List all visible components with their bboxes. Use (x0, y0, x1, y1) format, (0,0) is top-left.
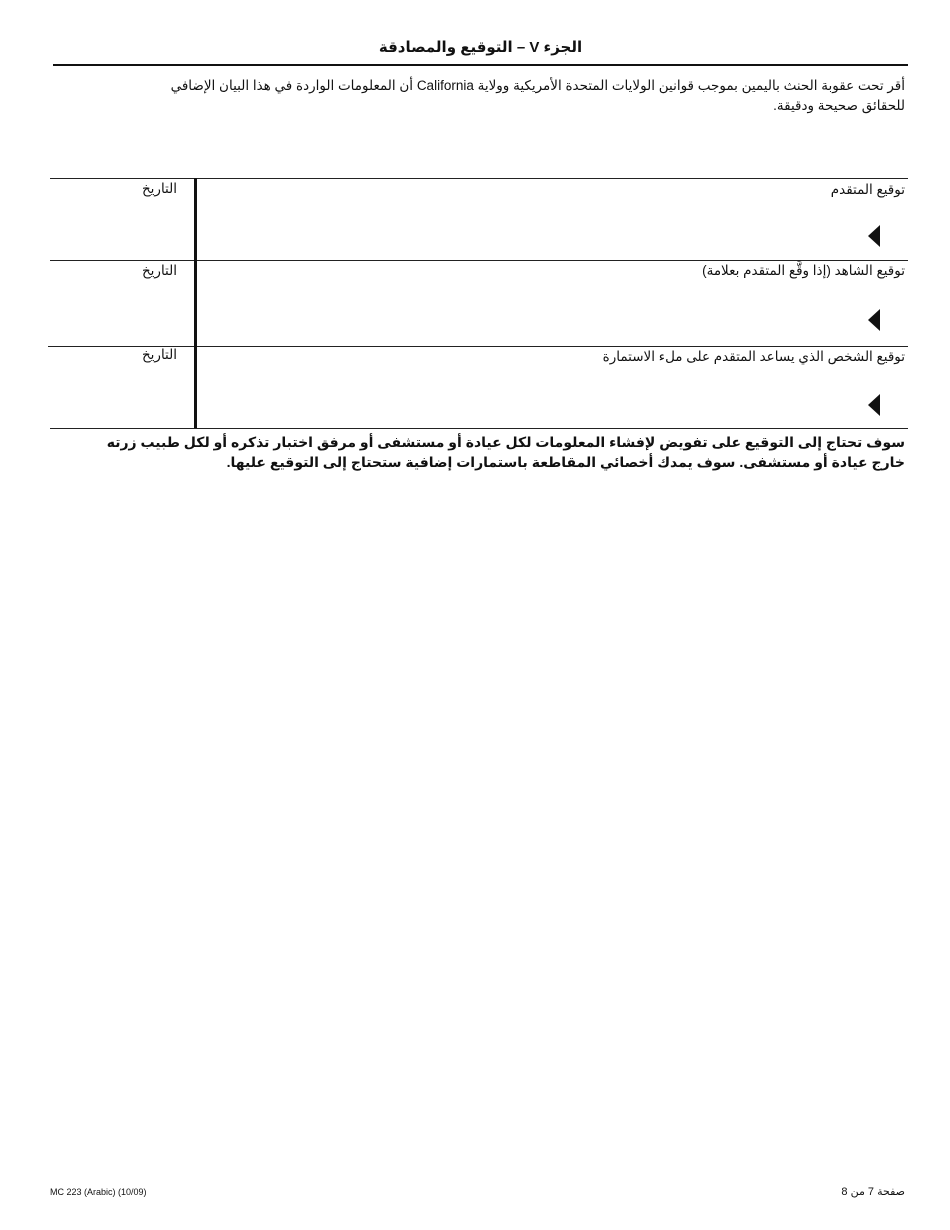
page-number: صفحة 7 من 8 (841, 1186, 905, 1198)
sign-here-arrow-icon (868, 394, 880, 416)
signature-row-divider (50, 260, 908, 261)
signature-row-divider (48, 346, 908, 347)
date-column-divider (194, 178, 197, 428)
witness-signature-label: توقيع الشاهد (إذا وقَّع المتقدم بعلامة) (702, 263, 905, 278)
applicant-date-label: التاريخ (141, 181, 177, 196)
signature-row-divider (50, 428, 908, 429)
sign-here-arrow-icon (868, 309, 880, 331)
sign-here-arrow-icon (868, 225, 880, 247)
helper-signature-label: توقيع الشخص الذي يساعد المتقدم على ملء الاستمارة (602, 349, 905, 364)
section-title: الجزء V – التوقيع والمصادقة (378, 39, 583, 56)
authorization-note: سوف تحتاج إلى التوقيع على تفويض لإفشاء المعلومات لكل عيادة أو مستشفى أو مرفق اختبار تذكره أو لكل طبيب زرته خارج عيادة أو مستشفى. سوف يمدك أخصائي المقاطعة باستمارات إضافية ستحتاج إلى التوقيع عليها. (106, 434, 905, 470)
form-id: MC 223 (Arabic) (10/09) (50, 1187, 147, 1197)
declaration-text: أقر تحت عقوبة الحنث باليمين بموجب قوانين الولايات المتحدة الأمريكية وولاية California أن المعلومات الواردة في هذا البيان الإضافي للحقائق صحيحة ودقيقة. (170, 78, 905, 113)
title-divider (53, 64, 908, 66)
witness-date-label: التاريخ (141, 263, 177, 278)
signature-row-divider (50, 178, 908, 179)
applicant-signature-label: توقيع المتقدم (830, 182, 905, 197)
helper-date-label: التاريخ (141, 347, 177, 362)
